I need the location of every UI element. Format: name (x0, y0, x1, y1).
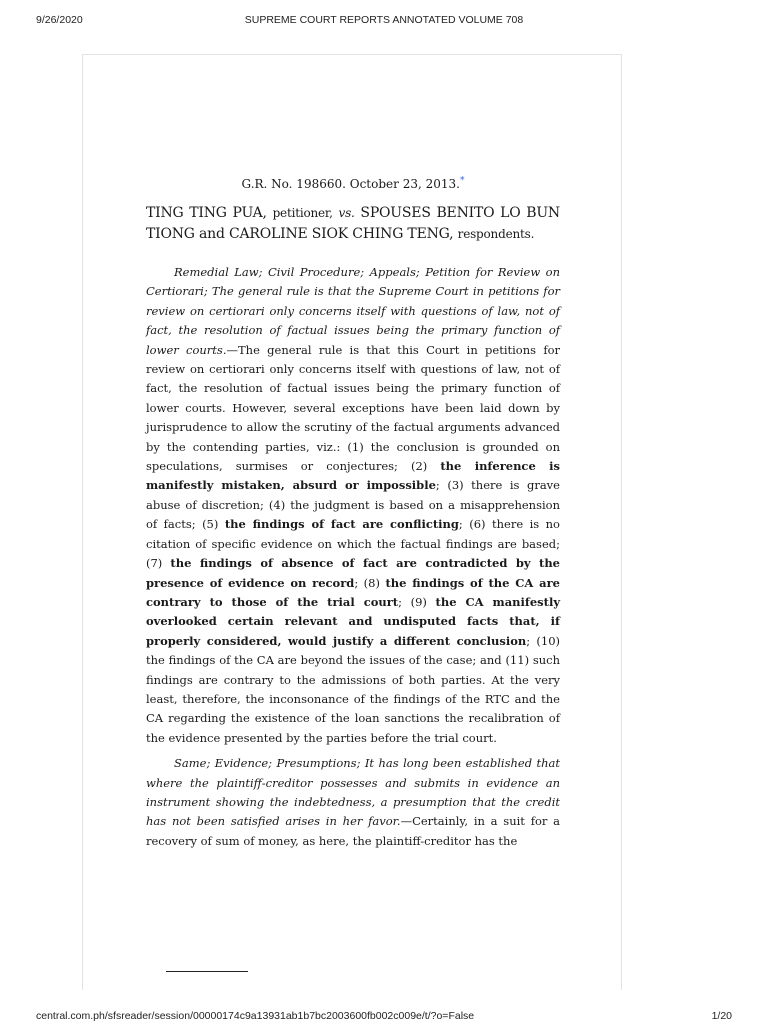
syllabus-paragraph (146, 754, 560, 851)
document-content (146, 176, 560, 857)
case-parties (146, 203, 560, 245)
footnote-divider (166, 971, 248, 972)
print-title: SUPREME COURT REPORTS ANNOTATED VOLUME 708 (244, 14, 524, 26)
syllabus (146, 263, 560, 851)
respondents-names: SPOUSES BENITO LO BUN TIONG and CAROLINE SIOK CHING TENG, (146, 205, 560, 242)
petitioner-role: petitioner, (272, 206, 333, 220)
footnote-link[interactable]: * (459, 176, 465, 186)
respondents-role: respondents. (457, 227, 535, 241)
versus-label: vs. (338, 206, 355, 220)
emphasized-text: the CA manifestly overlooked certain relevant and undisputed facts that, if properly considered, would justify a different conclusion (146, 594, 561, 648)
page-number: 1/20 (711, 1010, 732, 1022)
case-number (146, 176, 560, 191)
syllabus-text: —Certainly, in a suit for a recovery of sum of money, as here, the plaintiff-creditor has the (146, 814, 560, 848)
syllabus-text: —The general rule is that this Court in petitions for review on certiorari only concerns itself with questions of law, not of fact, the resolution of factual issues being the primary function of lower courts. However, several exceptions have been laid down by jurisprudence to allow the scrutiny of the factual arguments advanced by the contending parties, viz.: (1) the conclusion is grounded on speculations, surmises or conjectures; (2) (146, 342, 561, 474)
emphasized-text: the findings of absence of fact are contradicted by the presence of evidence on record (146, 556, 561, 590)
syllabus-text: ; (10) the findings of the CA are beyond the issues of the case; and (11) such findings are contrary to the admissions of both parties. At the very least, therefore, the inconsonance of the findings of the RTC and the CA regarding the existence of the loan sanctions the recalibration of the evidence presented by the parties before the trial court. (146, 633, 561, 745)
petitioner-name: TING TING PUA, (146, 205, 267, 221)
syllabus-paragraph (146, 263, 560, 748)
syllabus-text: ; (6) there is no citation of specific evidence on which the factual findings are based; (7) (146, 517, 560, 571)
syllabus-text: ; (3) there is grave abuse of discretion; (4) the judgment is based on a misapprehension of facts; (5) (146, 478, 560, 532)
gr-number: G.R. No. 198660. October 23, 2013. (241, 177, 460, 191)
syllabus-text: ; (8) (354, 575, 386, 590)
emphasized-text: the findings of the CA are contrary to those of the trial court (146, 575, 560, 609)
page-url: central.com.ph/sfsreader/session/00000174c9a13931ab1b7bc2003600fb002c009e/t/?o=False (36, 1010, 475, 1022)
print-date: 9/26/2020 (36, 14, 83, 26)
syllabus-headnote: Remedial Law; Civil Procedure; Appeals; Petition for Review on Certiorari; The general rule is that the Supreme Court in petitions for review on certiorari only concerns itself with questions of law, not of fact, the resolution of factual issues being the primary function of lower courts. (146, 265, 560, 357)
syllabus-headnote: Same; Evidence; Presumptions; It has long been established that where the plaintiff-creditor possesses and submits in evidence an instrument showing the indebtedness, a presumption that the credit has not been satisfied arises in her favor. (146, 756, 560, 829)
emphasized-text: the inference is manifestly mistaken, absurd or impossible (146, 459, 561, 493)
emphasized-text: the findings of fact are conflicting (224, 517, 459, 532)
syllabus-text: ; (9) (398, 594, 436, 609)
